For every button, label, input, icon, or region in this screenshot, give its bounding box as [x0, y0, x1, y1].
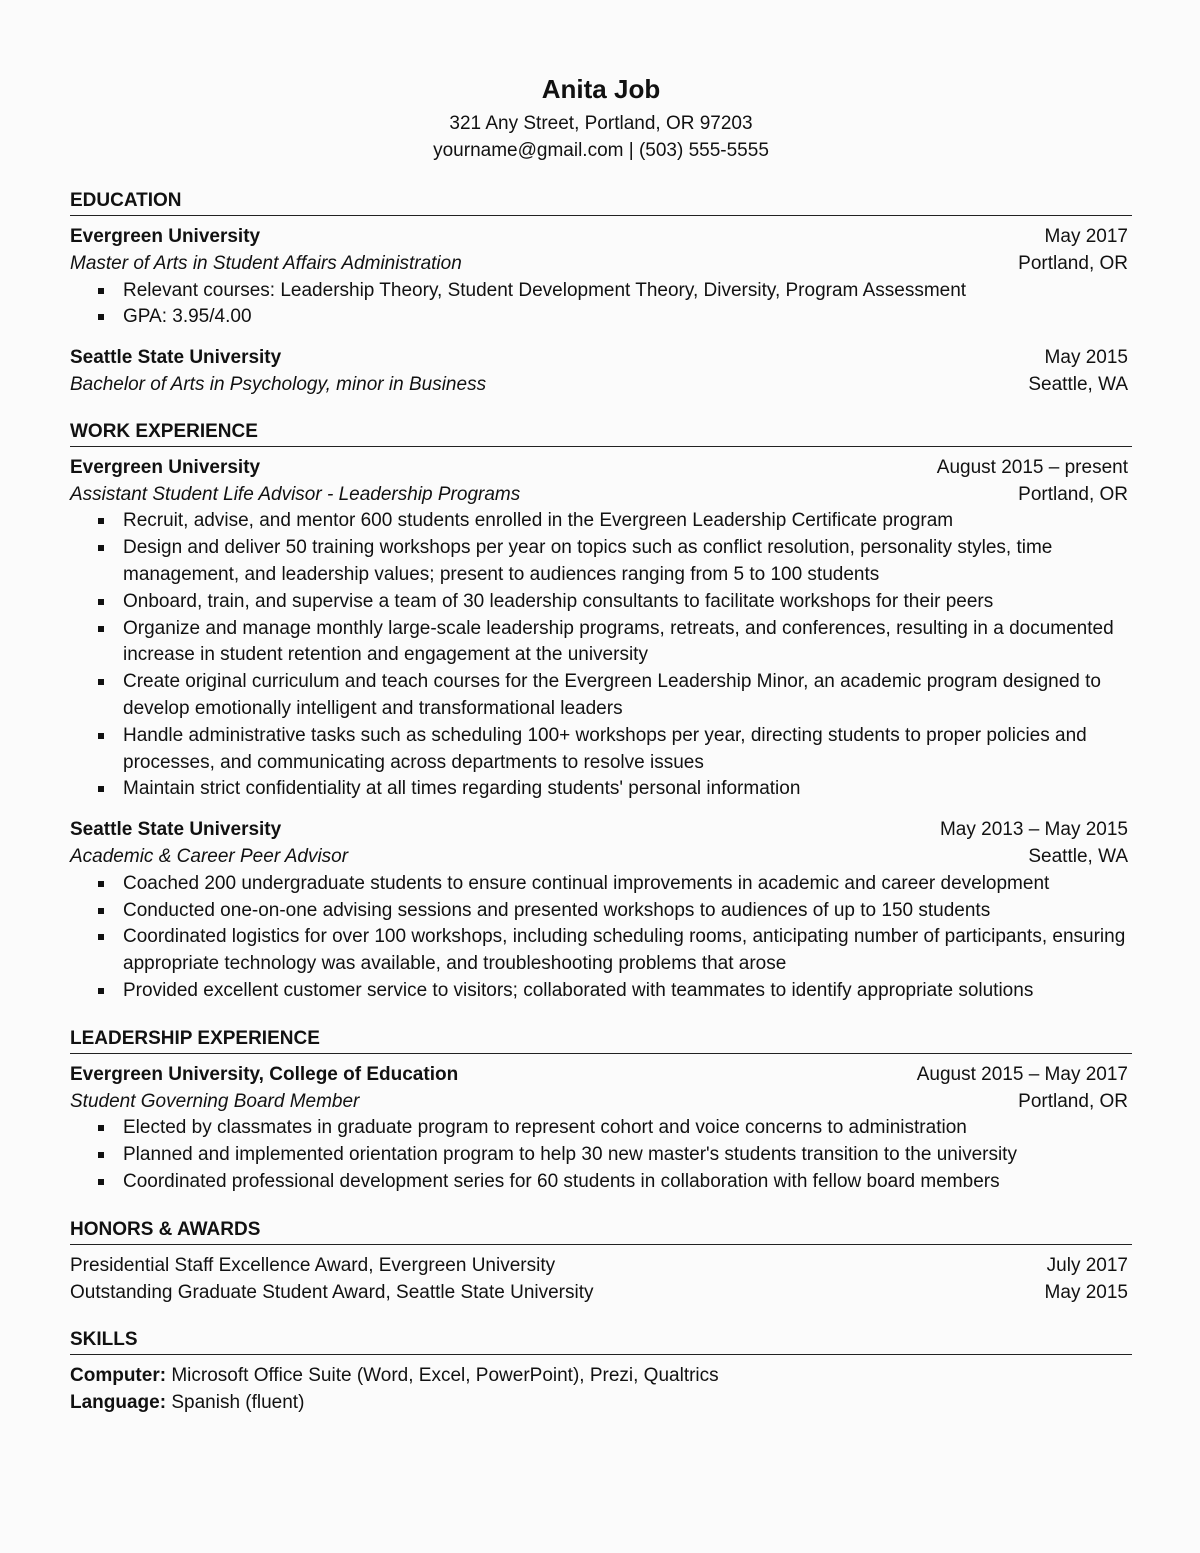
entry-subheader-row [70, 1089, 1132, 1116]
resume-header [70, 0, 1132, 164]
entry-header-row [70, 817, 1132, 844]
resume-page [70, 0, 1132, 1553]
award-name: Outstanding Graduate Student Award, Seattle State University [70, 1281, 594, 1303]
candidate-name: Anita Job [541, 74, 661, 104]
organization-name: Seattle State University [70, 819, 282, 841]
bullet-item: Coordinated professional development series for 60 students in collaboration with fellow board members [94, 1169, 1132, 1196]
bullet-list [70, 1115, 1132, 1195]
address-line: 321 Any Street, Portland, OR 97203 [449, 113, 753, 134]
entry-subheader-row [70, 251, 1132, 278]
bullet-item: Design and deliver 50 training workshops per year on topics such as conflict resolution, personality styles, time management, and leadership values; present to audiences ranging from 5 to 100 students [94, 535, 1132, 589]
bullet-item: Create original curriculum and teach courses for the Evergreen Leadership Minor, an academic program designed to develop emotionally intelligent and transformational leaders [94, 669, 1132, 723]
education-section [70, 189, 1132, 399]
bullet-item: Relevant courses: Leadership Theory, Student Development Theory, Diversity, Program Assessment [94, 278, 1132, 305]
bullet-list [70, 871, 1132, 1005]
section-title: EDUCATION [70, 189, 1132, 216]
entry-subheader-row [70, 482, 1132, 509]
honors-list [70, 1253, 1132, 1307]
entry [70, 345, 1132, 399]
entry-date: May 2017 [1044, 226, 1128, 247]
bullet-item: Provided excellent customer service to visitors; collaborated with teammates to identify appropriate solutions [94, 978, 1132, 1005]
entry [70, 1062, 1132, 1196]
skill-line [70, 1363, 1132, 1390]
entry-header-row [70, 455, 1132, 482]
bullet-item: Conducted one-on-one advising sessions and presented workshops to audiences of up to 150 students [94, 898, 1132, 925]
award-row [70, 1280, 1132, 1307]
section-title: SKILLS [70, 1328, 1132, 1355]
bullet-item: Planned and implemented orientation program to help 30 new master's students transition to the university [94, 1142, 1132, 1169]
organization-name: Evergreen University [70, 226, 261, 247]
award-date: July 2017 [1046, 1254, 1128, 1276]
bullet-item: Elected by classmates in graduate program to represent cohort and voice concerns to administration [94, 1115, 1132, 1142]
entry [70, 817, 1132, 1005]
skill-value: Microsoft Office Suite (Word, Excel, PowerPoint), Prezi, Qualtrics [171, 1365, 719, 1387]
bullet-item: Onboard, train, and supervise a team of 30 leadership consultants to facilitate workshops for their peers [94, 589, 1132, 616]
entry-date: August 2015 – present [936, 456, 1128, 478]
bullet-list [70, 278, 1132, 332]
organization-name: Seattle State University [70, 347, 282, 369]
bullet-item: Maintain strict confidentiality at all times regarding students' personal information [94, 776, 1132, 803]
honors-awards-section [70, 1218, 1132, 1307]
role-title: Assistant Student Life Advisor - Leadership Programs [70, 483, 521, 505]
entry-date: May 2013 – May 2015 [939, 819, 1128, 841]
role-title: Bachelor of Arts in Psychology, minor in Business [70, 373, 487, 395]
award-row [70, 1253, 1132, 1280]
role-title: Academic & Career Peer Advisor [70, 845, 349, 867]
entry-header-row [70, 1062, 1132, 1089]
section-title: LEADERSHIP EXPERIENCE [70, 1027, 1132, 1054]
entry-date: May 2015 [1044, 347, 1128, 369]
bullet-list [70, 508, 1132, 803]
entry-subheader-row [70, 372, 1132, 399]
award-name: Presidential Staff Excellence Award, Evergreen University [70, 1254, 556, 1276]
bullet-item: Recruit, advise, and mentor 600 students enrolled in the Evergreen Leadership Certificate program [94, 508, 1132, 535]
entry-location: Seattle, WA [1028, 845, 1128, 867]
bullet-item: Coached 200 undergraduate students to ensure continual improvements in academic and career development [94, 871, 1132, 898]
leadership-experience-section [70, 1027, 1132, 1196]
bullet-item: GPA: 3.95/4.00 [94, 304, 1132, 331]
entry-date: August 2015 – May 2017 [916, 1063, 1128, 1085]
skill-value: Spanish (fluent) [171, 1392, 305, 1414]
skills-section [70, 1328, 1132, 1417]
entry [70, 224, 1132, 331]
bullet-item: Organize and manage monthly large-scale leadership programs, retreats, and conferences, resulting in a documented increase in student retention and engagement at the university [94, 616, 1132, 670]
award-date: May 2015 [1044, 1281, 1128, 1303]
skills-list [70, 1363, 1132, 1417]
skill-label: Computer: [70, 1365, 167, 1387]
entry-location: Portland, OR [1018, 483, 1128, 505]
entry-location: Portland, OR [1018, 252, 1128, 274]
entry-header-row [70, 224, 1132, 251]
entry-location: Portland, OR [1018, 1090, 1128, 1112]
organization-name: Evergreen University, College of Education [70, 1063, 459, 1085]
section-title: HONORS & AWARDS [70, 1218, 1132, 1245]
contact-line: yourname@gmail.com | (503) 555-5555 [433, 140, 769, 161]
role-title: Master of Arts in Student Affairs Administration [70, 252, 462, 274]
entry-subheader-row [70, 844, 1132, 871]
role-title: Student Governing Board Member [70, 1090, 360, 1112]
section-title: WORK EXPERIENCE [70, 420, 1132, 447]
skill-line [70, 1390, 1132, 1417]
skill-label: Language: [70, 1392, 167, 1414]
bullet-item: Coordinated logistics for over 100 workshops, including scheduling rooms, anticipating number of participants, ensuring appropriate technology was available, and troubleshooting problems that arose [94, 924, 1132, 978]
bullet-item: Handle administrative tasks such as scheduling 100+ workshops per year, directing students to proper policies and processes, and communicating across departments to resolve issues [94, 723, 1132, 777]
entry [70, 455, 1132, 803]
organization-name: Evergreen University [70, 456, 261, 478]
work-experience-section [70, 420, 1132, 1005]
entry-location: Seattle, WA [1028, 373, 1128, 395]
entry-header-row [70, 345, 1132, 372]
